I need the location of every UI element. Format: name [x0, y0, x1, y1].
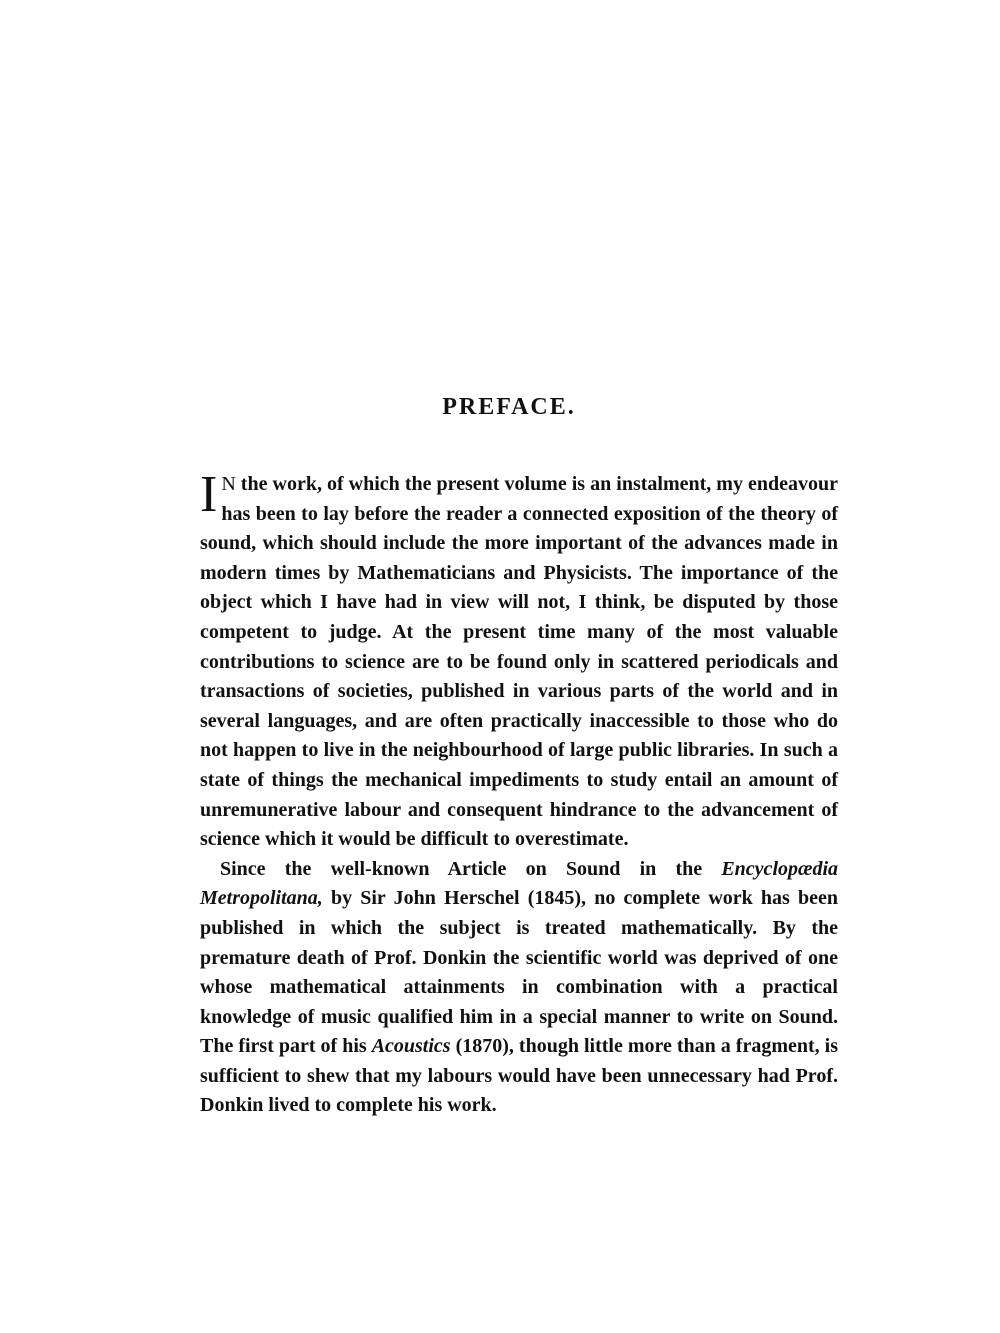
page-title: PREFACE. [442, 394, 576, 420]
paragraph-2-part-1: Since the well-known Article on Sound in the [220, 857, 722, 880]
preface-body [200, 466, 838, 1121]
paragraph-1-text: the work, of which the present volume is an instalment, my endeavour has been to lay before the reader a connected exposition of the theory of sound, which should include the more important of the advances made in modern times by Mathematicians and Physicists. The importance of the object which I have had in view will not, I think, be disputed by those competent to judge. At the present time many of the most valuable contributions to science are to be found only in scattered periodicals and transactions of societies, published in various parts of the world and in several languages, and are often practically inaccessible to those who do not happen to live in the neighbourhood of large public libraries. In such a state of things the mechanical impediments to study entail an amount of unremunerative labour and consequent hindrance to the advancement of science which it would be difficult to overestimate. [200, 473, 838, 851]
italic-title-encyclopaedia: Encyclopædia Metropolitana, [200, 857, 838, 910]
paragraph-1 [200, 466, 838, 855]
paragraph-2 [200, 855, 838, 1121]
paragraph-2-part-3: (1870), though little more than a fragment, is sufficient to shew that my labours would have been unnecessary had Prof. Donkin lived to complete his work. [200, 1035, 838, 1117]
paragraph-2-part-2: by Sir John Herschel (1845), no complete work has been published in which the subject is treated mathematically. By the premature death of Prof. Donkin the scientific world was deprived of one whose mathematical attainments in combination with a practical knowledge of music qualified him in a special manner to write on Sound. The first part of his [200, 887, 838, 1058]
italic-title-acoustics: Acoustics [371, 1035, 451, 1058]
first-word-rest: N [221, 473, 236, 495]
drop-cap: I [200, 466, 218, 523]
